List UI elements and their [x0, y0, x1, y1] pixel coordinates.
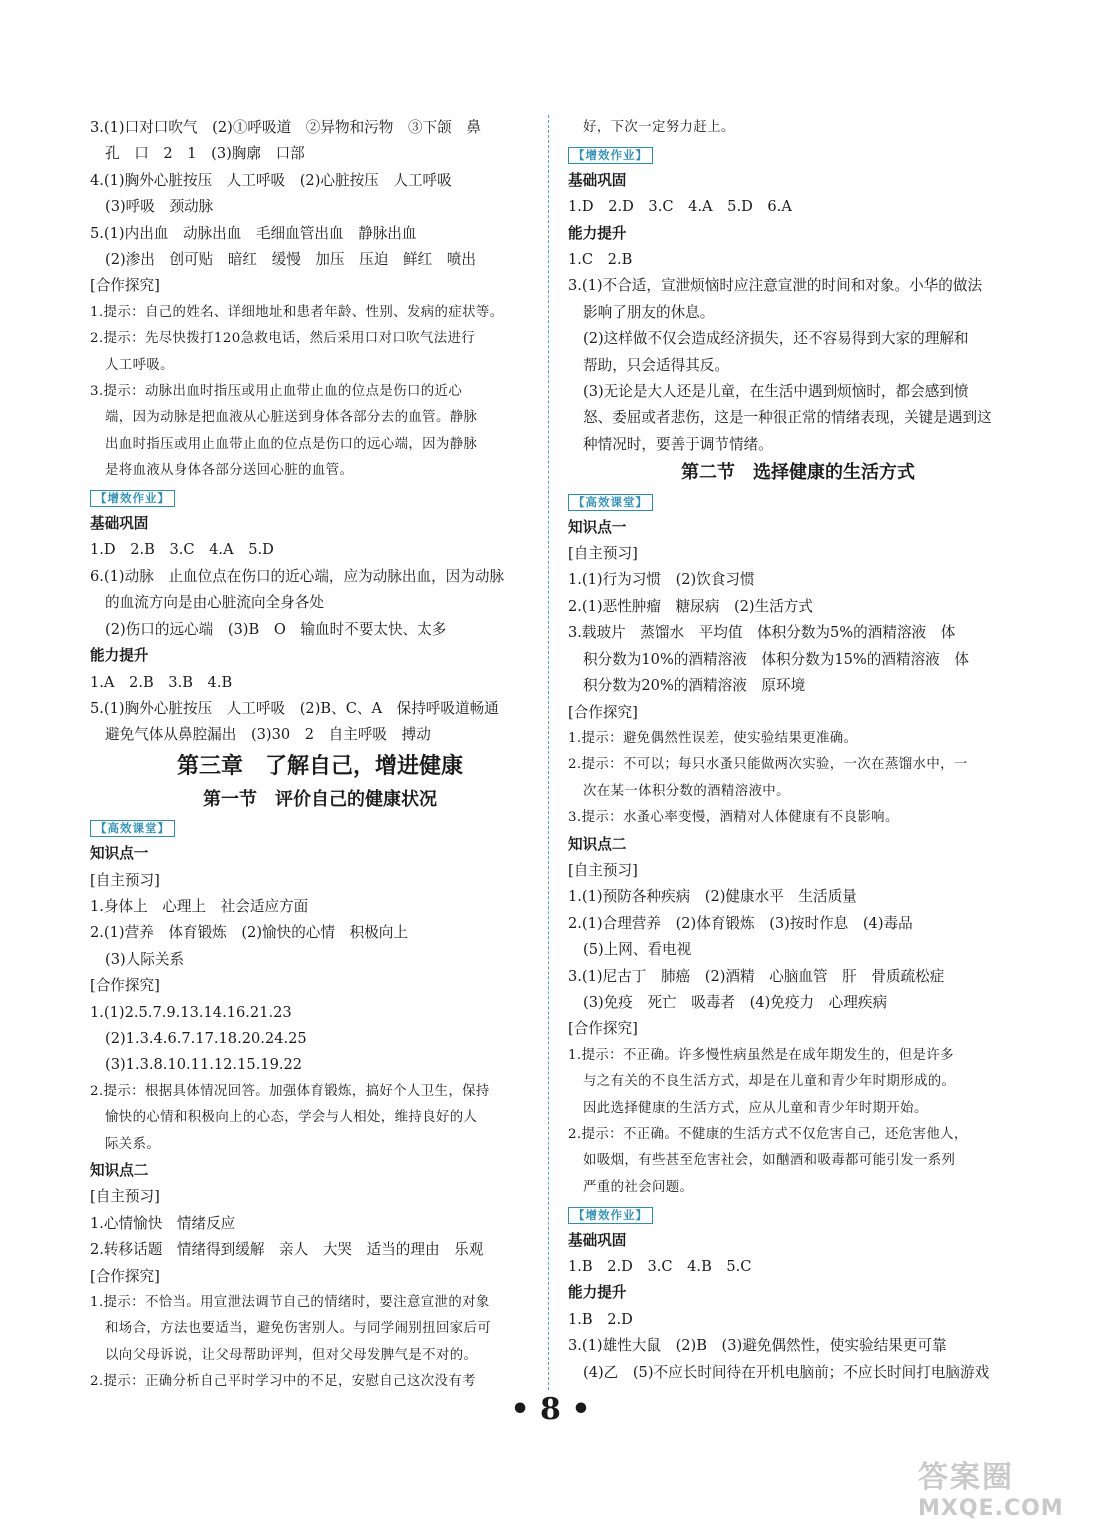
subheading: 能力提升	[568, 1284, 627, 1302]
text-line: (3)1.3.8.10.11.12.15.19.22	[105, 1056, 303, 1074]
text-line: 1.(1)行为习惯 (2)饮食习惯	[568, 571, 755, 589]
subheading: 基础巩固	[90, 515, 149, 533]
hint-line: 3.提示：水蚤心率变慢，酒精对人体健康有不良影响。	[568, 810, 899, 826]
section-tag-row	[568, 1201, 1028, 1227]
hint-line: 2.提示：不正确。不健康的生活方式不仅危害自己，还危害他人，	[568, 1127, 968, 1142]
page-number: • 8 •	[510, 1392, 591, 1427]
hint-line: 3.提示：动脉出血时指压或用止血带止血的位点是伤口的近心	[90, 384, 463, 400]
text-line: [合作探究]	[90, 277, 160, 295]
text-line: 2.(1)恶性肿瘤 糖尿病 (2)生活方式	[568, 597, 813, 615]
hint-line: 出血时指压或用止血带止血的位点是伤口的远心端，因为静脉	[105, 436, 478, 452]
hint-line: 1.提示：不正确。许多慢性病虽然是在成年期发生的，但是许多	[568, 1047, 954, 1063]
text-line: (3)呼吸 颈动脉	[105, 198, 214, 216]
hint-line: 如吸烟，有些甚至危害社会，如酗酒和吸毒都可能引发一系列	[583, 1153, 956, 1169]
subheading: 知识点一	[90, 845, 149, 863]
hint-line: 人工呼吸。	[105, 357, 174, 373]
hint-line: 2.提示：正确分析自己平时学习中的不足，安慰自己这次没有考	[90, 1374, 476, 1390]
section-tag: 【增效作业】	[568, 1207, 653, 1224]
section-heading: 第二节 选择健康的生活方式	[681, 462, 915, 484]
text-line: [自主预习]	[90, 871, 160, 889]
text-line: 3.(1)不合适，宣泄烦恼时应注意宣泄的时间和对象。小华的做法	[568, 277, 983, 295]
hint-line: 是将血液从身体各部分送回心脏的血管。	[105, 463, 354, 479]
text-line: 种情况时，要善于调节情绪。	[583, 435, 773, 453]
hint-line: 和场合，方法也要适当，避免伤害别人。与同学闹别扭回家后可	[105, 1321, 492, 1337]
text-line: 积分数为10%的酒精溶液 体积分数为15%的酒精溶液 体	[583, 650, 969, 668]
text-line: 积分数为20%的酒精溶液 原环境	[583, 677, 806, 695]
text-line: 1.C 2.B	[568, 251, 633, 269]
text-line: [自主预习]	[90, 1188, 160, 1206]
text-line: 2.(1)合理营养 (2)体育锻炼 (3)按时作息 (4)毒品	[568, 914, 913, 932]
text-line: 避免气体从鼻腔漏出 (3)30 2 自主呼吸 搏动	[105, 726, 431, 744]
hint-line: 2.提示：根据具体情况回答。加强体育锻炼，搞好个人卫生，保持	[90, 1083, 490, 1099]
hint-line: 端，因为动脉是把血液从心脏送到身体各部分去的血管。静脉	[105, 410, 478, 426]
section-tag-row	[90, 815, 550, 841]
text-line: 1.心情愉快 情绪反应	[90, 1214, 236, 1232]
section-heading: 第一节 评价自己的健康状况	[203, 788, 437, 810]
text-line: 孔 口 2 1 (3)胸廓 口部	[105, 145, 305, 163]
subheading: 知识点二	[90, 1162, 149, 1179]
subheading: 基础巩固	[568, 1231, 627, 1249]
text-line: 4.(1)胸外心脏按压 人工呼吸 (2)心脏按压 人工呼吸	[90, 171, 452, 189]
text-line: 怒、委屈或者悲伤，这是一种很正常的情绪表现，关键是遇到这	[583, 409, 992, 427]
text-line: (2)这样做不仅会造成经济损失，还不容易得到大家的理解和	[583, 330, 969, 348]
hint-line: 1.提示：避免偶然性误差，使实验结果更准确。	[568, 730, 858, 746]
text-line: [自主预习]	[568, 861, 638, 879]
watermark-bottom: MXQE.COM	[918, 1496, 1064, 1521]
hint-line: 好，下次一定努力赶上。	[583, 120, 735, 135]
hint-line: 以向父母诉说，让父母帮助评判，但对父母发脾气是不对的。	[105, 1347, 478, 1363]
text-line: [合作探究]	[568, 1020, 638, 1038]
text-line: 1.D 2.D 3.C 4.A 5.D 6.A	[568, 198, 792, 216]
text-line: 2.(1)营养 体育锻炼 (2)愉快的心情 积极向上	[90, 924, 408, 942]
text-line: 2.转移话题 情绪得到缓解 亲人 大哭 适当的理由 乐观	[90, 1241, 484, 1259]
hint-line: 因此选择健康的生活方式，应从儿童和青少年时期开始。	[583, 1100, 928, 1116]
hint-line: 与之有关的不良生活方式，却是在儿童和青少年时期形成的。	[583, 1074, 956, 1090]
section-tag-row	[568, 488, 1028, 514]
text-line: 影响了朋友的休息。	[583, 303, 715, 321]
right-column	[568, 115, 1028, 1386]
section-tag-row	[90, 485, 550, 511]
subheading: 基础巩固	[568, 171, 627, 189]
text-line: [合作探究]	[90, 1267, 160, 1285]
text-line: [合作探究]	[568, 703, 638, 721]
text-line: [自主预习]	[568, 545, 638, 563]
text-line: 5.(1)胸外心脏按压 人工呼吸 (2)B、C、A 保持呼吸道畅通	[90, 699, 499, 717]
text-line: 1.B 2.D	[568, 1310, 633, 1328]
section-tag: 【高效课堂】	[90, 820, 175, 837]
subheading: 知识点二	[568, 835, 627, 853]
text-line: (2)渗出 创可贴 暗红 缓慢 加压 压迫 鲜红 喷出	[105, 251, 476, 269]
text-line: 5.(1)内出血 动脉出血 毛细血管出血 静脉出血	[90, 224, 417, 242]
text-line: 1.D 2.B 3.C 4.A 5.D	[90, 541, 274, 559]
text-line: (2)1.3.4.6.7.17.18.20.24.25	[105, 1029, 307, 1047]
section-tag: 【增效作业】	[90, 490, 175, 507]
text-line: 1.B 2.D 3.C 4.B 5.C	[568, 1258, 752, 1276]
column-divider	[548, 115, 550, 1390]
hint-line: 际关系。	[105, 1136, 161, 1152]
hint-line: 2.提示：先尽快拨打120急救电话，然后采用口对口吹气法进行	[90, 331, 476, 347]
hint-line: 2.提示：不可以；每只水蚤只能做两次实验，一次在蒸馏水中，一	[568, 757, 968, 773]
text-line: 1.(1)2.5.7.9.13.14.16.21.23	[90, 1003, 292, 1021]
text-line: (3)免疫 死亡 吸毒者 (4)免疫力 心理疾病	[583, 993, 888, 1011]
text-line: 6.(1)动脉 止血位点在伤口的近心端，应为动脉出血，因为动脉	[90, 567, 505, 585]
text-line: 3.(1)雄性大鼠 (2)B (3)避免偶然性，使实验结果更可靠	[568, 1337, 947, 1355]
hint-line: 愉快的心情和积极向上的心态，学会与人相处，维持良好的人	[105, 1110, 478, 1126]
section-tag-row	[568, 141, 1028, 167]
text-line: 帮助，只会适得其反。	[583, 356, 729, 374]
text-line: (2)伤口的远心端 (3)B O 输血时不要太快、太多	[105, 620, 447, 638]
text-line: 3.(1)尼古丁 肺癌 (2)酒精 心脑血管 肝 骨质疏松症	[568, 967, 945, 985]
left-column	[90, 115, 550, 1396]
subheading: 知识点一	[568, 518, 627, 536]
text-line: 1.(1)预防各种疾病 (2)健康水平 生活质量	[568, 888, 857, 906]
text-line: 3.载玻片 蒸馏水 平均值 体积分数为5%的酒精溶液 体	[568, 624, 956, 642]
watermark	[918, 1460, 1088, 1530]
chapter-heading: 第三章 了解自己，增进健康	[176, 753, 463, 779]
text-line: 1.A 2.B 3.B 4.B	[90, 673, 233, 691]
text-line: 的血流方向是由心脏流向全身各处	[105, 594, 324, 612]
text-line: (5)上网、看电视	[583, 941, 692, 959]
watermark-top: 答案圈	[918, 1460, 1014, 1495]
text-line: 1.身体上 心理上 社会适应方面	[90, 897, 309, 915]
text-line: (4)乙 (5)不应长时间待在开机电脑前；不应长时间打电脑游戏	[583, 1363, 990, 1381]
hint-line: 次在某一体积分数的酒精溶液中。	[583, 783, 790, 799]
text-line: (3)人际关系	[105, 950, 185, 968]
hint-line: 1.提示：自己的姓名、详细地址和患者年龄、性别、发病的症状等。	[90, 304, 504, 320]
hint-line: 1.提示：不恰当。用宣泄法调节自己的情绪时，要注意宣泄的对象	[90, 1295, 490, 1311]
section-tag: 【增效作业】	[568, 147, 653, 164]
subheading: 能力提升	[90, 647, 149, 665]
hint-line: 严重的社会问题。	[583, 1179, 694, 1195]
text-line: 3.(1)口对口吹气 (2)①呼吸道 ②异物和污物 ③下颌 鼻	[90, 119, 481, 136]
text-line: (3)无论是大人还是儿童，在生活中遇到烦恼时，都会感到愤	[583, 383, 969, 401]
subheading: 能力提升	[568, 224, 627, 242]
section-tag: 【高效课堂】	[568, 494, 653, 511]
text-line: [合作探究]	[90, 977, 160, 995]
